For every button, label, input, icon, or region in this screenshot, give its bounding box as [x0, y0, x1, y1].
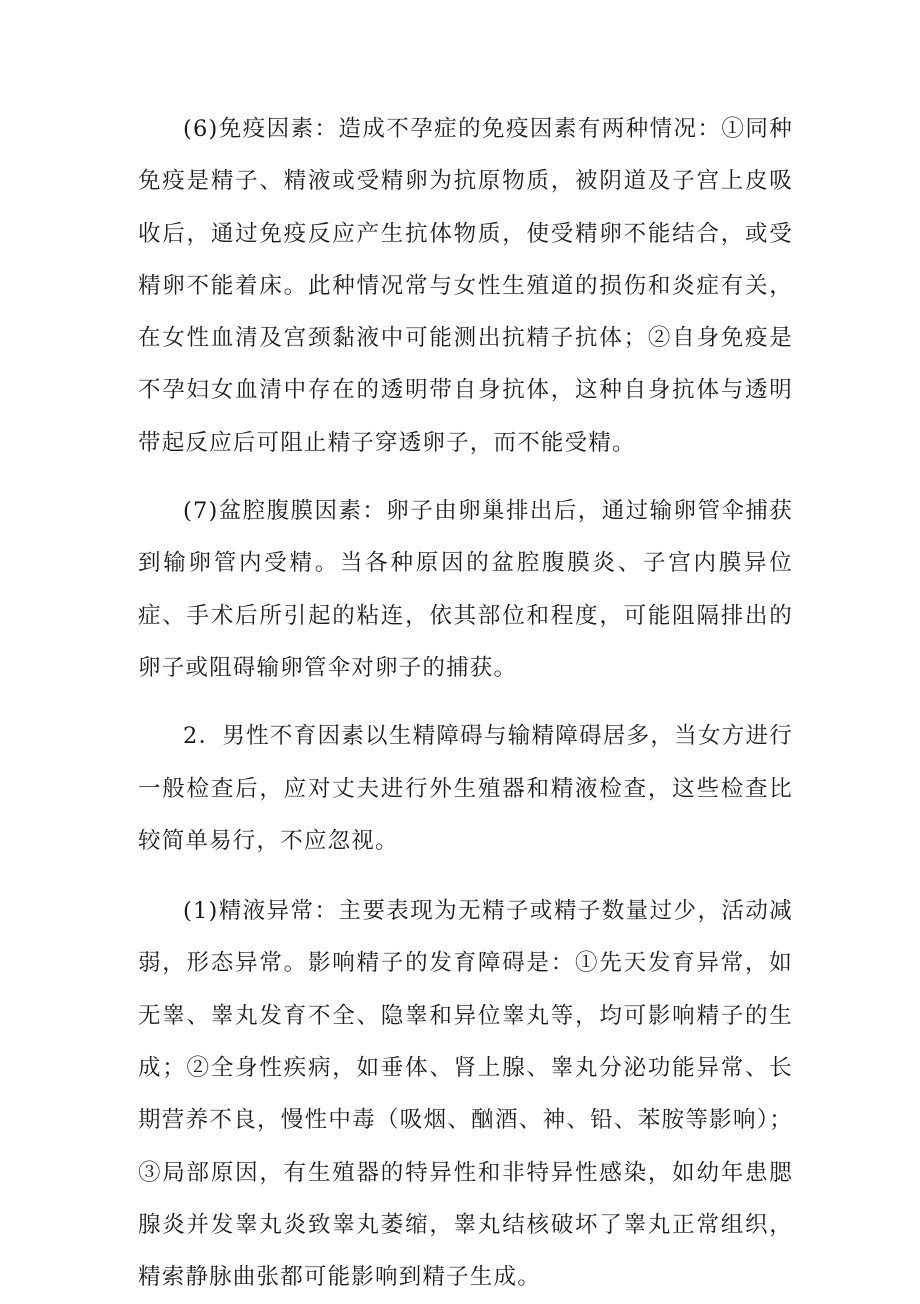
- paragraph-pelvic-peritoneal-factors: (7)盆腔腹膜因素：卵子由卵巢排出后，通过输卵管伞捕获到输卵管内受精。当各种原因的盆腔腹膜炎、子宫内膜异位症、手术后所引起的粘连，依其部位和程度，可能阻隔排出的卵子或阻碍输卵管伞对卵子的捕获。: [138, 498, 793, 681]
- document-body: [138, 103, 793, 1304]
- paragraph-immune-factors: (6)免疫因素：造成不孕症的免疫因素有两种情况：①同种免疫是精子、精液或受精卵为抗原物质，被阴道及子宫上皮吸收后，通过免疫反应产生抗体物质，使受精卵不能结合，或受精卵不能着床。此种情况常与女性生殖道的损伤和炎症有关，在女性血清及宫颈黏液中可能测出抗精子抗体；②自身免疫是不孕妇女血清中存在的透明带自身抗体，这种自身抗体与透明带起反应后可阻止精子穿透卵子，而不能受精。: [138, 116, 793, 456]
- paragraph-semen-abnormality: (1)精液异常：主要表现为无精子或精子数量过少，活动减弱，形态异常。影响精子的发育障碍是：①先天发育异常，如无睾、睾丸发育不全、隐睾和异位睾丸等，均可影响精子的生成；②全身性疾病，如垂体、肾上腺、睾丸分泌功能异常、长期营养不良，慢性中毒（吸烟、酗酒、神、铅、苯胺等影响）；③局部原因，有生殖器的特异性和非特异性感染，如幼年患腮腺炎并发睾丸炎致睾丸萎缩，睾丸结核破坏了睾丸正常组织，精索静脉曲张都可能影响到精子生成。: [138, 898, 793, 1291]
- paragraph-male-infertility-factors: 2．男性不育因素以生精障碍与输精障碍居多，当女方进行一般检查后，应对丈夫进行外生殖器和精液检查，这些检查比较简单易行，不应忽视。: [138, 723, 793, 854]
